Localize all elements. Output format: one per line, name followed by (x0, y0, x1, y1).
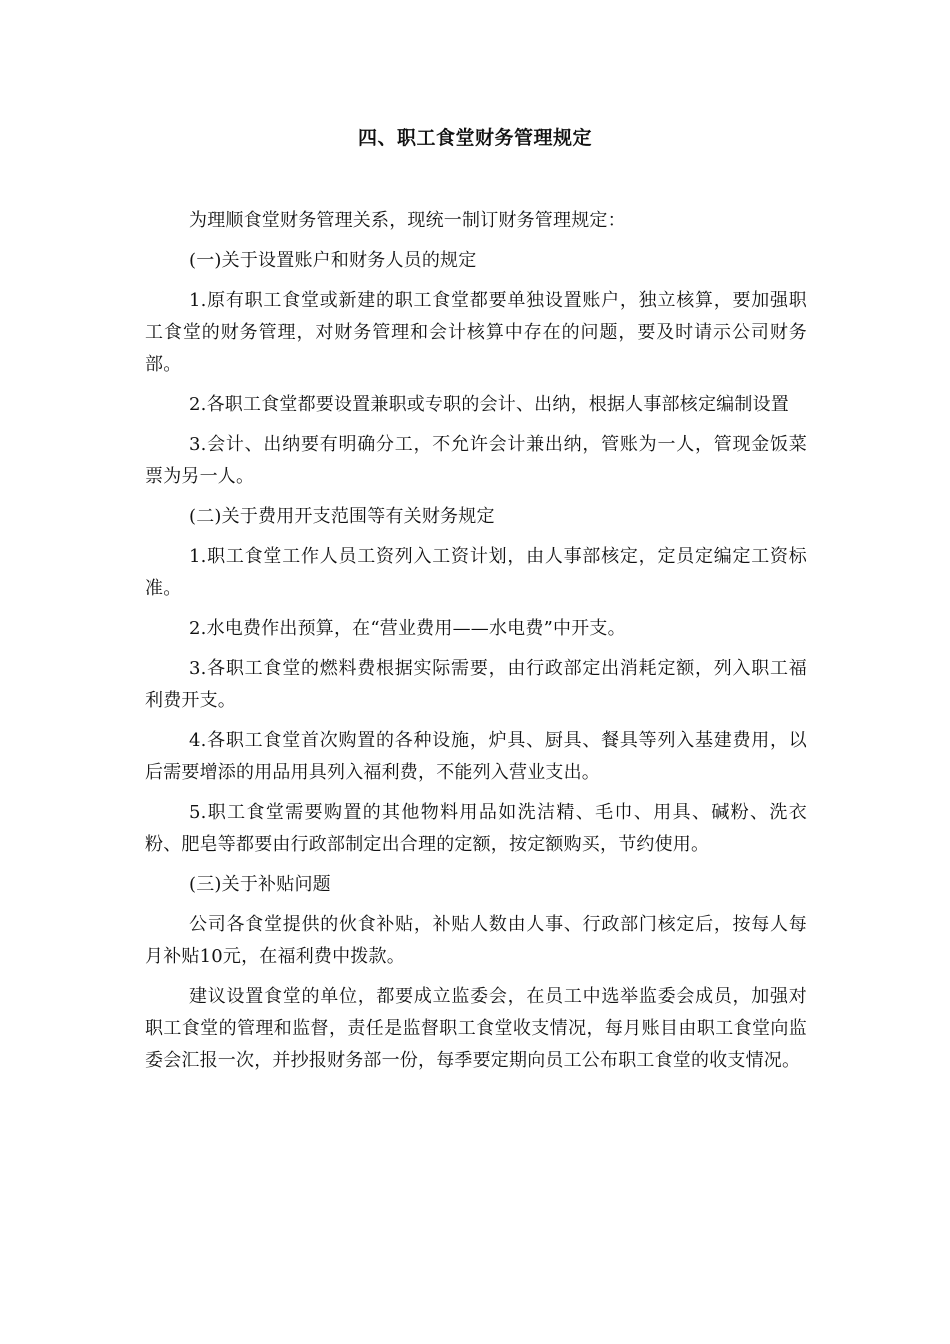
paragraph-2-4: 4.各职工食堂首次购置的各种设施，炉具、厨具、餐具等列入基建费用，以后需要增添的用品用具列入福利费，不能列入营业支出。 (145, 730, 807, 783)
section-heading-2: (二)关于费用开支范围等有关财务规定 (189, 506, 495, 527)
paragraph-2-5: 5.职工食堂需要购置的其他物料用品如洗洁精、毛巾、用具、碱粉、洗衣粉、肥皂等都要由行政部制定出合理的定额，按定额购买，节约使用。 (145, 802, 807, 855)
paragraph-3-2: 建议设置食堂的单位，都要成立监委会，在员工中选举监委会成员，加强对职工食堂的管理和监督，责任是监督职工食堂收支情况，每月账目由职工食堂向监委会汇报一次，并抄报财务部一份，每季要定期向员工公布职工食堂的收支情况。 (145, 986, 807, 1071)
paragraph-2-3: 3.各职工食堂的燃料费根据实际需要，由行政部定出消耗定额，列入职工福利费开支。 (145, 658, 807, 711)
paragraph-3-1: 公司各食堂提供的伙食补贴，补贴人数由人事、行政部门核定后，按每人每月补贴10元，在福利费中拨款。 (145, 914, 807, 967)
document-title: 四、职工食堂财务管理规定 (357, 127, 592, 149)
document-body (145, 205, 807, 1085)
section-heading-1: (一)关于设置账户和财务人员的规定 (189, 250, 477, 271)
section-heading-3: (三)关于补贴问题 (189, 874, 331, 895)
paragraph-2-1: 1.职工食堂工作人员工资列入工资计划，由人事部核定，定员定编定工资标准。 (145, 546, 807, 599)
paragraph-2-2: 2.水电费作出预算，在“营业费用——水电费”中开支。 (189, 618, 626, 639)
paragraph-1-2: 2.各职工食堂都要设置兼职或专职的会计、出纳，根据人事部核定编制设置 (189, 394, 789, 415)
paragraph-1-3: 3.会计、出纳要有明确分工，不允许会计兼出纳，管账为一人，管现金饭菜票为另一人。 (145, 434, 807, 487)
paragraph-intro: 为理顺食堂财务管理关系，现统一制订财务管理规定： (189, 210, 626, 231)
paragraph-1-1: 1.原有职工食堂或新建的职工食堂都要单独设置账户，独立核算，要加强职工食堂的财务管理，对财务管理和会计核算中存在的问题，要及时请示公司财务部。 (145, 290, 807, 375)
